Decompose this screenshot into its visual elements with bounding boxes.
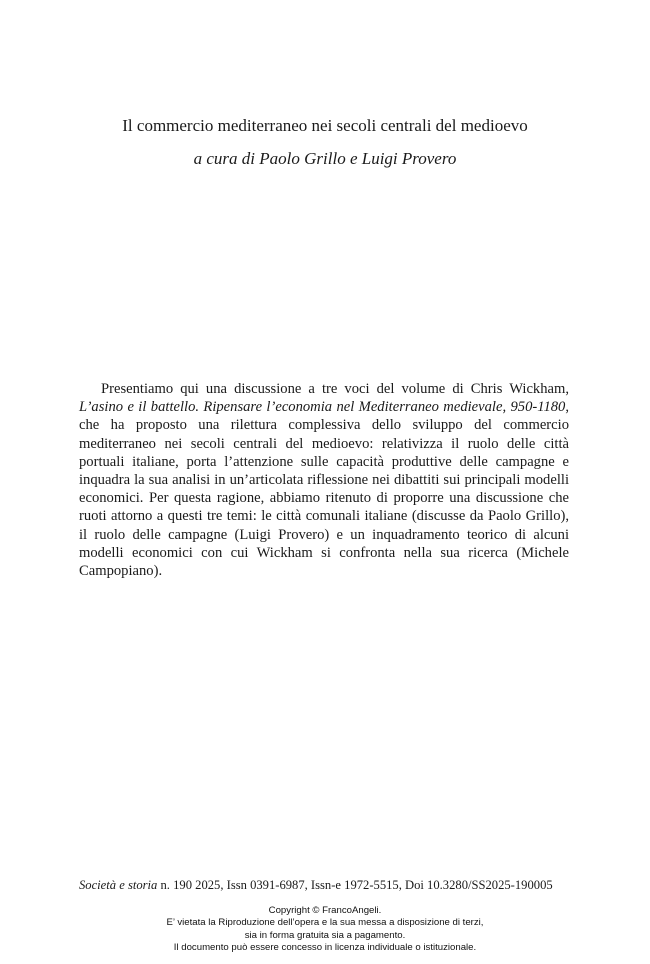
- book-title: L’asino e il battello. Ripensare l’economia nel Mediterraneo medievale, 950-1180: [79, 399, 566, 416]
- copyright-notice: [0, 905, 650, 954]
- journal-citation: [79, 877, 579, 893]
- article-editors: a cura di Paolo Grillo e Luigi Provero: [193, 149, 457, 168]
- abstract-paragraph: [79, 380, 569, 580]
- abstract-text-intro: Presentiamo qui una discussione a tre voci del volume di Chris Wickham,: [101, 381, 569, 397]
- copyright-line: Il documento può essere concesso in licenza individuale o istituzionale.: [173, 941, 477, 953]
- citation-details: n. 190 2025, Issn 0391-6987, Issn-e 1972-5515, Doi 10.3280/SS2025-190005: [157, 878, 553, 892]
- copyright-line: Copyright © FrancoAngeli.: [268, 905, 382, 916]
- copyright-line: sia in forma gratuita sia a pagamento.: [244, 929, 406, 941]
- journal-name: Società e storia: [79, 878, 158, 892]
- copyright-line: E’ vietata la Riproduzione dell’opera e la sua messa a disposizione di terzi,: [166, 917, 484, 929]
- article-title: Il commercio mediterraneo nei secoli centrali del medioevo: [122, 116, 528, 135]
- abstract-text-body: , che ha proposto una rilettura complessiva dello sviluppo del commercio mediterraneo nei secoli centrali del medioevo: relativizza il ruolo delle città portuali italiane, porta l’attenzione sulle capacità produttive delle campagne e inquadra la sua analisi in un’articolata riflessione nei dibattiti sui principali modelli economici. Per questa ragione, abbiamo ritenuto di proporre una discussione che ruoti attorno a questi tre temi: le città comunali italiane (discusse da Paolo Grillo), il ruolo delle campagne (Luigi Provero) e un inquadramento teorico di alcuni modelli economici con cui Wickham si confronta nella sua ricerca (Michele Campopiano).: [79, 399, 569, 580]
